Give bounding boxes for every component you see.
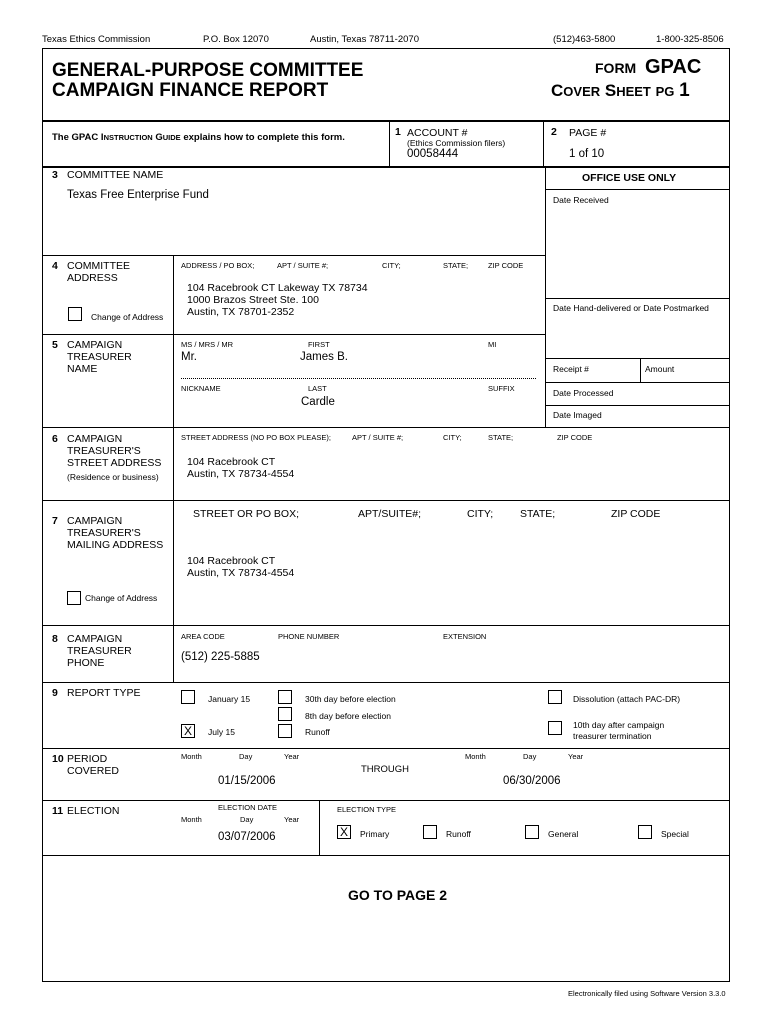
committee-address-label-2: ADDRESS [67, 272, 118, 284]
street-address-note: (Residence or business) [67, 472, 159, 482]
phone-label-3: PHONE [67, 657, 105, 669]
footer-software-version: Electronically filed using Software Version 3.3.0 [568, 989, 726, 998]
street-address-line2[interactable]: Austin, TX 78734-4554 [187, 468, 295, 480]
section-3-number: 3 [52, 169, 58, 181]
date-imaged-label: Date Imaged [553, 410, 602, 420]
committee-address-line3[interactable]: Austin, TX 78701-2352 [187, 306, 295, 318]
divider [42, 500, 730, 501]
period-label: PERIOD [67, 753, 108, 765]
runoff-report-label: Runoff [305, 727, 330, 737]
form-title-line2: CAMPAIGN FINANCE REPORT [52, 80, 329, 101]
general-checkbox[interactable] [525, 825, 539, 839]
page-number-label: 2 [551, 126, 557, 138]
address-header-city: CITY; [382, 261, 401, 270]
mailing-header-address: STREET OR PO BOX; [193, 508, 299, 520]
10th-day-checkbox[interactable] [548, 721, 562, 735]
report-type-label: REPORT TYPE [67, 687, 141, 699]
divider [42, 682, 730, 683]
january-15-checkbox[interactable] [181, 690, 195, 704]
dissolution-checkbox[interactable] [548, 690, 562, 704]
address-header-zip: ZIP CODE [488, 261, 524, 270]
section-4-number: 4 [52, 260, 58, 272]
divider [545, 405, 730, 406]
committee-address-label: COMMITTEE [67, 260, 130, 272]
form-title-line1: GENERAL-PURPOSE COMMITTEE [52, 60, 364, 81]
agency-name: Texas Ethics Commission [42, 34, 151, 45]
period-from-month-header: Month [181, 752, 202, 761]
mailing-address-label-2: TREASURER'S [67, 527, 141, 539]
phone-header-area: AREA CODE [181, 632, 225, 641]
period-to-day-header: Day [523, 752, 537, 761]
mailing-header-state: STATE; [520, 508, 556, 520]
treasurer-name-label-3: NAME [67, 363, 98, 375]
change-of-address-label: Change of Address [91, 312, 164, 322]
mailing-header-city: CITY; [467, 508, 494, 520]
divider [42, 800, 730, 801]
primary-label: Primary [360, 829, 390, 839]
street-header-city: CITY; [443, 433, 462, 442]
july-15-checkbox[interactable]: X [181, 724, 195, 738]
street-header-address: STREET ADDRESS (NO PO BOX PLEASE); [181, 433, 331, 442]
period-label-2: COVERED [67, 765, 119, 777]
mailing-change-of-address-label: Change of Address [85, 593, 158, 603]
divider [42, 334, 545, 335]
period-from-day-header: Day [239, 752, 253, 761]
account-label: ACCOUNT # [407, 127, 468, 139]
treasurer-name-label-2: TREASURER [67, 351, 132, 363]
address-header-address: ADDRESS / PO BOX; [181, 261, 255, 270]
phone-label-2: TREASURER [67, 645, 132, 657]
name-header-first: FIRST [308, 340, 330, 349]
mailing-address-line2[interactable]: Austin, TX 78734-4554 [187, 567, 295, 579]
street-address-line1[interactable]: 104 Racebrook CT [187, 456, 276, 468]
street-header-zip: ZIP CODE [557, 433, 593, 442]
special-checkbox[interactable] [638, 825, 652, 839]
page-label: PAGE # [569, 127, 607, 139]
election-day-header: Day [240, 815, 254, 824]
form-label: FORM [595, 60, 637, 76]
section-11-number: 11 [52, 805, 64, 817]
mailing-header-zip: ZIP CODE [611, 508, 661, 520]
phone-label: CAMPAIGN [67, 633, 123, 645]
go-to-page-2: GO TO PAGE 2 [348, 887, 448, 903]
election-date-header: ELECTION DATE [218, 803, 278, 812]
section-8-number: 8 [52, 633, 58, 645]
divider [319, 801, 320, 855]
30th-day-checkbox[interactable] [278, 690, 292, 704]
30th-day-label: 30th day before election [305, 694, 396, 704]
street-address-label-2: TREASURER'S [67, 445, 141, 457]
through-label: THROUGH [361, 764, 410, 775]
section-7-number: 7 [52, 515, 58, 527]
cover-sheet-label: COVER SHEET PG 1 [551, 80, 690, 101]
divider [42, 625, 730, 626]
divider [42, 255, 545, 256]
street-address-label-3: STREET ADDRESS [67, 457, 162, 469]
mailing-change-of-address-checkbox[interactable] [67, 591, 81, 605]
name-header-title: MS / MRS / MR [181, 340, 234, 349]
treasurer-title-value[interactable]: Mr. [181, 351, 197, 363]
period-to-month-header: Month [465, 752, 486, 761]
page-value[interactable]: 1 of 10 [569, 148, 605, 160]
special-label: Special [661, 829, 689, 839]
period-to-value[interactable]: 06/30/2006 [503, 775, 561, 787]
dissolution-label: Dissolution (attach PAC-DR) [573, 694, 681, 704]
name-header-mi: MI [488, 340, 497, 349]
section-10-number: 10 [52, 753, 64, 765]
phone-header-number: PHONE NUMBER [278, 632, 340, 641]
name-header-suffix: SUFFIX [488, 384, 515, 393]
mailing-address-line1[interactable]: 104 Racebrook CT [187, 555, 276, 567]
form-code: GPAC [645, 56, 702, 78]
divider [545, 358, 730, 359]
committee-name-label: COMMITTEE NAME [67, 169, 164, 181]
agency-city: Austin, Texas 78711-2070 [310, 34, 419, 45]
agency-phone: (512)463-5800 [553, 34, 616, 45]
election-label: ELECTION [67, 805, 120, 817]
period-from-value[interactable]: 01/15/2006 [218, 775, 276, 787]
account-number-label: 1 [395, 126, 401, 138]
committee-name-value[interactable]: Texas Free Enterprise Fund [67, 189, 209, 201]
runoff-report-checkbox[interactable] [278, 724, 292, 738]
divider [42, 120, 730, 122]
divider [173, 255, 174, 682]
date-processed-label: Date Processed [553, 388, 614, 398]
office-use-title: OFFICE USE ONLY [582, 172, 677, 184]
date-hand-delivered-label: Date Hand-delivered or Date Postmarked [553, 303, 709, 313]
election-type-header: ELECTION TYPE [337, 805, 397, 814]
divider [42, 748, 730, 749]
july-15-label: July 15 [208, 727, 235, 737]
address-header-state: STATE; [443, 261, 469, 270]
account-value[interactable]: 00058444 [407, 148, 459, 160]
section-9-number: 9 [52, 687, 58, 699]
primary-checkbox[interactable]: X [337, 825, 351, 839]
january-15-label: January 15 [208, 694, 251, 704]
election-year-header: Year [284, 815, 300, 824]
election-month-header: Month [181, 815, 202, 824]
mailing-address-label-3: MAILING ADDRESS [67, 539, 164, 551]
change-of-address-checkbox[interactable] [68, 307, 82, 321]
treasurer-last-value[interactable]: Cardle [301, 396, 335, 408]
general-label: General [548, 829, 579, 839]
divider [545, 298, 730, 299]
committee-address-line1[interactable]: 104 Racebrook CT Lakeway TX 78734 [187, 282, 368, 294]
election-date-value[interactable]: 03/07/2006 [218, 831, 276, 843]
10th-day-label: 10th day after campaign [573, 720, 665, 730]
name-header-last: LAST [308, 384, 327, 393]
mailing-header-apt: APT/SUITE#; [358, 508, 422, 520]
divider [545, 382, 730, 383]
phone-header-extension: EXTENSION [443, 632, 487, 641]
treasurer-first-value[interactable]: James B. [300, 351, 348, 363]
amount-label: Amount [645, 364, 675, 374]
address-header-apt: APT / SUITE #; [277, 261, 329, 270]
street-address-label: CAMPAIGN [67, 433, 123, 445]
street-header-state: STATE; [488, 433, 514, 442]
mailing-address-label: CAMPAIGN [67, 515, 123, 527]
period-to-year-header: Year [568, 752, 584, 761]
divider [42, 855, 730, 856]
divider [543, 120, 544, 166]
runoff-election-label: Runoff [446, 829, 471, 839]
8th-day-label: 8th day before election [305, 711, 392, 721]
runoff-election-checkbox[interactable] [423, 825, 437, 839]
committee-address-line2[interactable]: 1000 Brazos Street Ste. 100 [187, 294, 319, 306]
treasurer-name-label: CAMPAIGN [67, 339, 123, 351]
section-5-number: 5 [52, 339, 58, 351]
section-6-number: 6 [52, 433, 58, 445]
instruction-text: The GPAC INSTRUCTION GUIDE explains how to complete this form. [52, 132, 345, 143]
agency-toll-free: 1-800-325-8506 [656, 34, 724, 45]
account-sublabel: (Ethics Commission filers) [407, 138, 506, 148]
10th-day-label-2: treasurer termination [573, 731, 652, 741]
divider [640, 358, 641, 382]
period-from-year-header: Year [284, 752, 300, 761]
divider [181, 378, 536, 379]
divider [389, 120, 390, 166]
date-received-label: Date Received [553, 195, 609, 205]
receipt-label: Receipt # [553, 364, 589, 374]
street-header-apt: APT / SUITE #; [352, 433, 404, 442]
divider [42, 427, 730, 428]
divider [545, 189, 730, 190]
agency-po-box: P.O. Box 12070 [203, 34, 269, 45]
phone-value[interactable]: (512) 225-5885 [181, 651, 260, 663]
8th-day-checkbox[interactable] [278, 707, 292, 721]
name-header-nickname: NICKNAME [181, 384, 221, 393]
